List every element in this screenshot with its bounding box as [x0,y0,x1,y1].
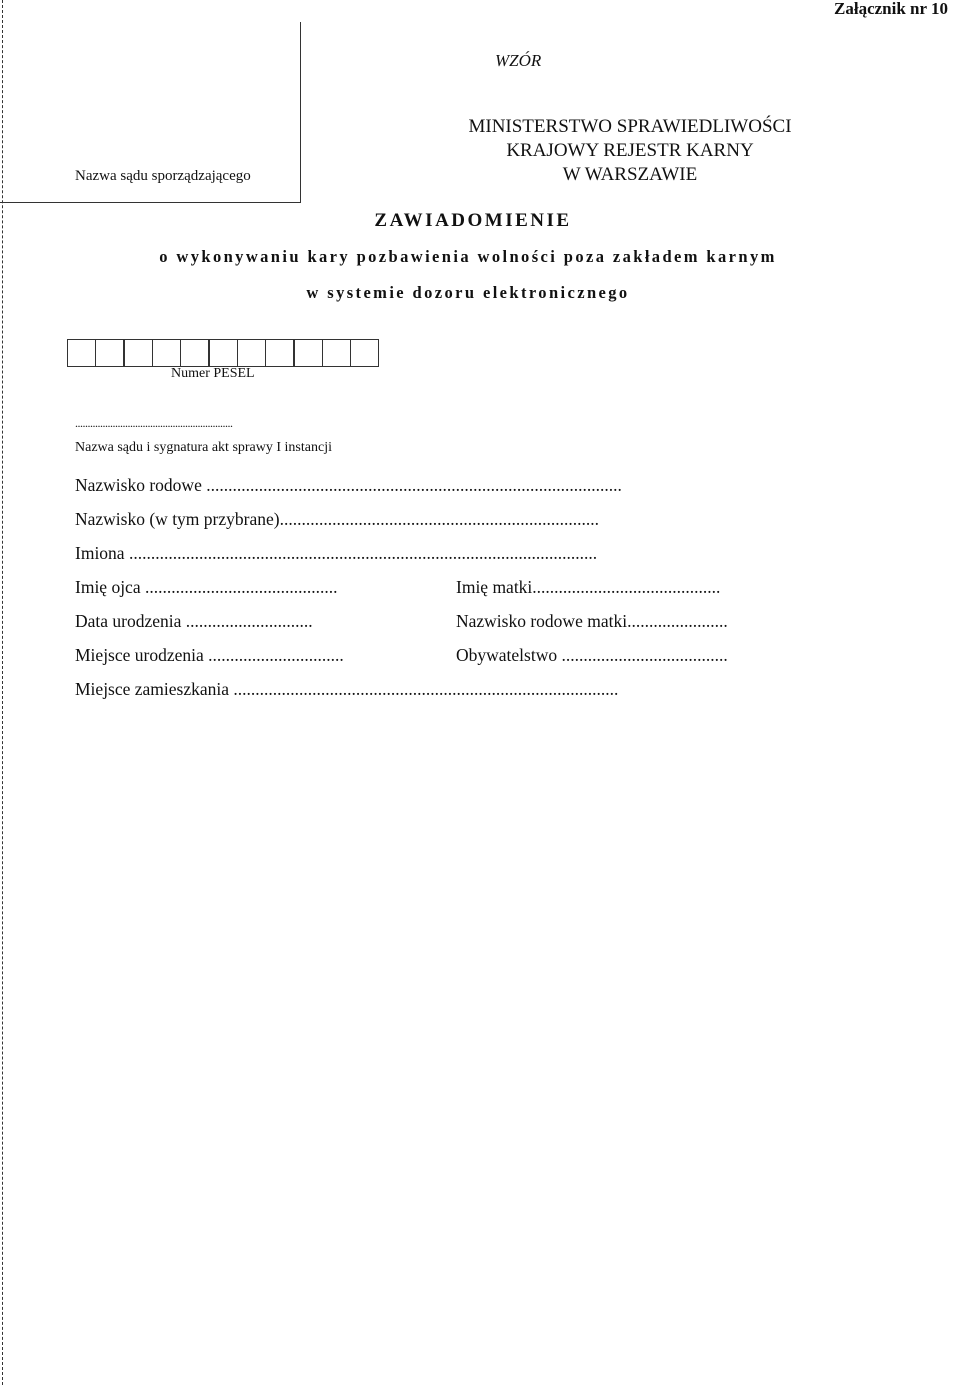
pesel-digit-cell[interactable] [265,339,295,367]
pesel-digit-cell[interactable] [208,339,238,367]
pesel-digit-cell[interactable] [180,339,210,367]
pesel-digit-cell[interactable] [322,339,352,367]
pesel-digit-cell[interactable] [123,339,153,367]
pesel-digit-cell[interactable] [293,339,323,367]
notice-title: ZAWIADOMIENIE [374,210,572,231]
surname-field[interactable]: Nazwisko (w tym przybrane)......................................................................... [75,509,599,529]
notice-subtitle-2: w systemie dozoru elektronicznego [306,283,630,302]
pesel-digit-cell[interactable] [350,339,380,367]
mother-family-name-field[interactable]: Nazwisko rodowe matki....................... [456,611,728,631]
court-stamp-label: Nazwa sądu sporządzającego [75,168,251,184]
court-case-label: Nazwa sądu i sygnatura akt sprawy I instancji [75,440,332,455]
pesel-input[interactable] [68,339,379,367]
father-name-field[interactable]: Imię ojca ............................................ [75,577,338,597]
citizenship-field[interactable]: Obywatelstwo ...................................... [456,645,728,665]
annex-number: Załącznik nr 10 [834,0,948,18]
birth-place-field[interactable]: Miejsce urodzenia ............................... [75,645,344,665]
cut-line [2,0,3,1385]
family-name-field[interactable]: Nazwisko rodowe ............................................................................................... [75,475,622,495]
notice-subtitle-1: o wykonywaniu kary pozbawienia wolności poza zakładem karnym [159,247,777,266]
birth-date-field[interactable]: Data urodzenia ............................. [75,611,313,631]
pesel-digit-cell[interactable] [67,339,97,367]
ministry-line-1: MINISTERSTWO SPRAWIEDLIWOŚCI [468,116,792,137]
first-names-field[interactable]: Imiona ........................................................................................................... [75,543,598,563]
court-case-field[interactable]: ............................................................... [75,416,233,430]
pesel-digit-cell[interactable] [152,339,182,367]
pesel-digit-cell[interactable] [95,339,125,367]
pesel-digit-cell[interactable] [237,339,267,367]
ministry-line-3: W WARSZAWIE [562,164,698,185]
mother-name-field[interactable]: Imię matki........................................... [456,577,721,597]
pesel-label: Numer PESEL [171,366,255,381]
ministry-line-2: KRAJOWY REJESTR KARNY [506,140,754,161]
template-label: WZÓR [495,51,542,70]
residence-field[interactable]: Miejsce zamieszkania ........................................................................................ [75,679,619,699]
